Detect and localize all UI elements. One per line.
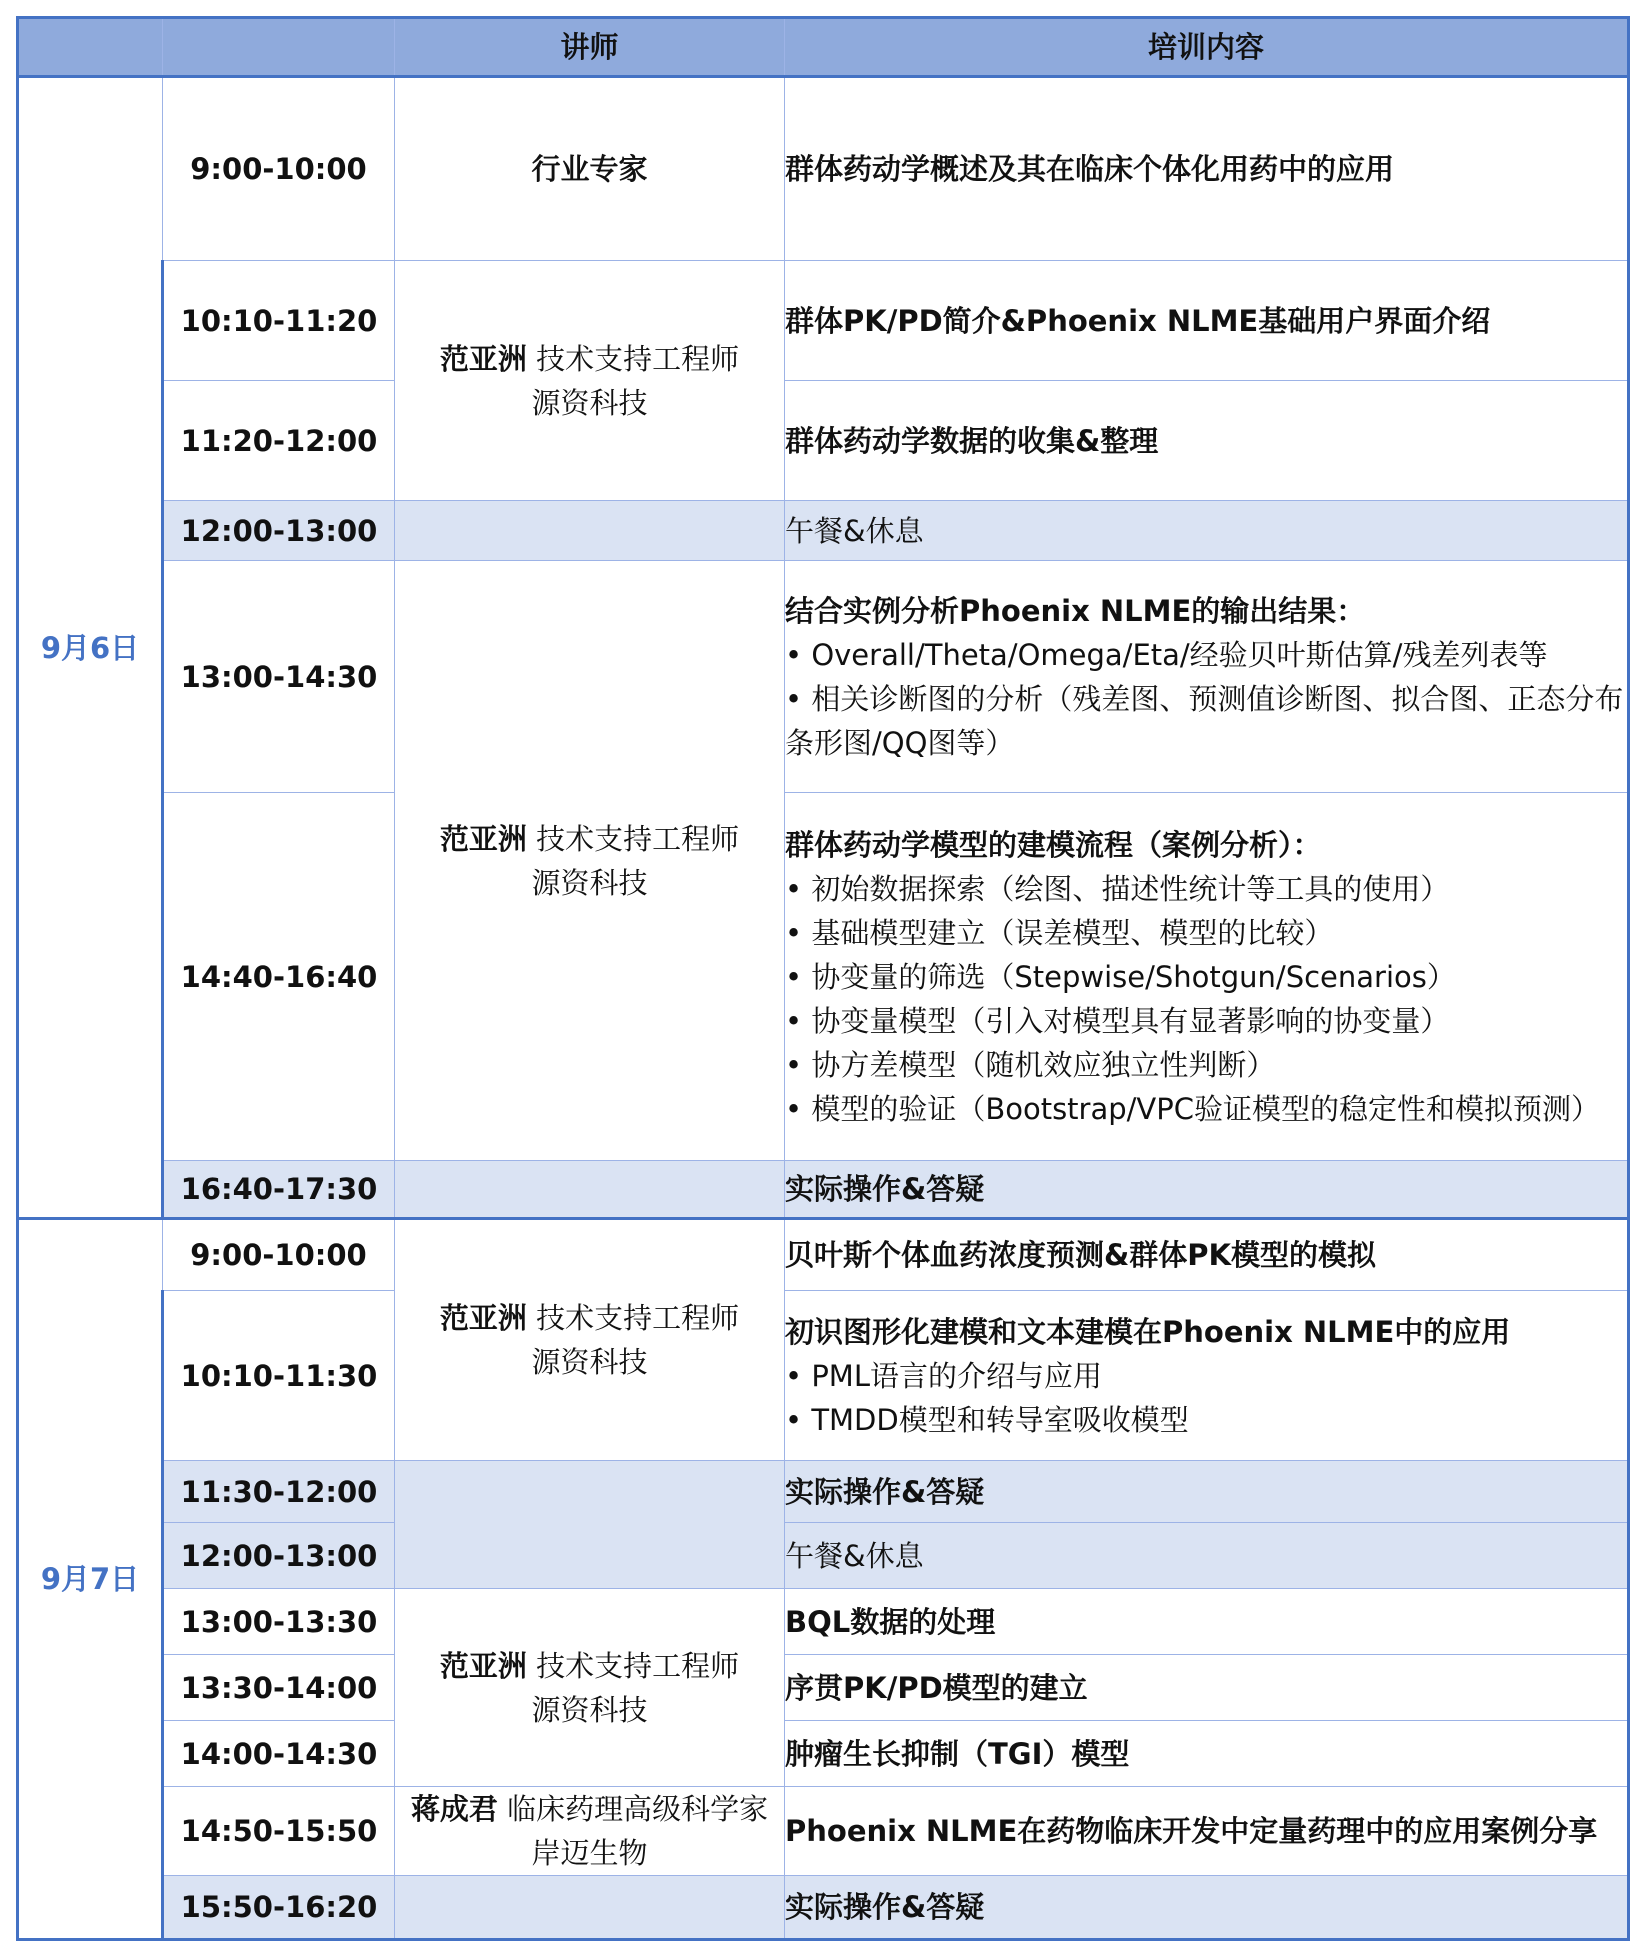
time-slot: 10:10-11:30 (163, 1291, 395, 1461)
session-title: 群体PK/PD简介&Phoenix NLME基础用户界面介绍 (785, 261, 1629, 381)
table-row (18, 1876, 1629, 1940)
session-item: • PML语言的介绍与应用 (785, 1358, 1102, 1393)
session-title: 结合实例分析Phoenix NLME的输出结果： (785, 593, 1366, 628)
speaker-title: 技术支持工程师 (536, 341, 740, 376)
speaker-org: 源资科技 (531, 865, 648, 900)
table-row (18, 1461, 1629, 1523)
speaker-name: 范亚洲 (439, 821, 527, 856)
speaker-cell (395, 1589, 785, 1787)
table-row (18, 793, 1629, 1161)
training-schedule-table (16, 16, 1630, 1941)
speaker-cell (395, 1461, 785, 1589)
table-row (18, 1291, 1629, 1461)
speaker-cell (395, 501, 785, 561)
session-title: 群体药动学模型的建模流程（案例分析）： (785, 827, 1322, 862)
session-item: • 协变量模型（引入对模型具有显著影响的协变量） (785, 1003, 1450, 1038)
speaker-org: 源资科技 (531, 385, 648, 420)
table-row (18, 1161, 1629, 1219)
time-slot: 15:50-16:20 (163, 1876, 395, 1940)
header-day (18, 18, 163, 77)
table-row (18, 381, 1629, 501)
speaker-cell (395, 1787, 785, 1876)
table-row (18, 1655, 1629, 1721)
speaker-cell (395, 561, 785, 1161)
time-slot: 14:00-14:30 (163, 1721, 395, 1787)
session-cell (785, 793, 1629, 1161)
table-row (18, 561, 1629, 793)
session-cell (785, 561, 1629, 793)
speaker-cell (395, 1219, 785, 1461)
session-item: • 基础模型建立（误差模型、模型的比较） (785, 915, 1334, 950)
speaker-title: 技术支持工程师 (536, 1648, 740, 1683)
session-cell (785, 1291, 1629, 1461)
table-row (18, 1589, 1629, 1655)
time-slot: 9:00-10:00 (163, 77, 395, 261)
time-slot: 10:10-11:20 (163, 261, 395, 381)
session-title: 实际操作&答疑 (785, 1461, 1629, 1523)
table-row (18, 1523, 1629, 1589)
session-title: 初识图形化建模和文本建模在Phoenix NLME中的应用 (785, 1314, 1511, 1349)
table-row (18, 261, 1629, 381)
table-row (18, 501, 1629, 561)
session-item: • Overall/Theta/Omega/Eta/经验贝叶斯估算/残差列表等 (785, 637, 1548, 672)
table-row (18, 1219, 1629, 1291)
time-slot: 11:20-12:00 (163, 381, 395, 501)
time-slot: 11:30-12:00 (163, 1461, 395, 1523)
session-title: BQL数据的处理 (785, 1589, 1629, 1655)
speaker-name: 范亚洲 (439, 1648, 527, 1683)
time-slot: 12:00-13:00 (163, 1523, 395, 1589)
header-speaker: 讲师 (395, 18, 785, 77)
time-slot: 13:00-14:30 (163, 561, 395, 793)
speaker-org: 源资科技 (531, 1692, 648, 1727)
session-title: 实际操作&答疑 (785, 1876, 1629, 1940)
time-slot: 12:00-13:00 (163, 501, 395, 561)
session-title: 群体药动学概述及其在临床个体化用药中的应用 (785, 77, 1629, 261)
speaker-cell (395, 77, 785, 261)
session-title: 序贯PK/PD模型的建立 (785, 1655, 1629, 1721)
session-item: • 初始数据探索（绘图、描述性统计等工具的使用） (785, 871, 1450, 906)
table-row (18, 1721, 1629, 1787)
session-item: • 相关诊断图的分析（残差图、预测值诊断图、拟合图、正态分布条形图/QQ图等） (785, 681, 1624, 760)
session-title: Phoenix NLME在药物临床开发中定量药理中的应用案例分享 (785, 1787, 1629, 1876)
session-item: • TMDD模型和转导室吸收模型 (785, 1402, 1189, 1437)
speaker-title: 技术支持工程师 (536, 1301, 740, 1335)
session-title: 群体药动学数据的收集&整理 (785, 381, 1629, 501)
header-content: 培训内容 (785, 18, 1629, 77)
speaker-name: 范亚洲 (439, 1301, 527, 1335)
header-time (163, 18, 395, 77)
table-row (18, 1787, 1629, 1876)
session-title: 肿瘤生长抑制（TGI）模型 (785, 1721, 1629, 1787)
time-slot: 9:00-10:00 (163, 1219, 395, 1291)
speaker-name: 行业专家 (531, 152, 648, 186)
speaker-title: 临床药理高级科学家 (507, 1792, 769, 1826)
session-title: 实际操作&答疑 (785, 1161, 1629, 1219)
speaker-cell (395, 1876, 785, 1940)
header-row (18, 18, 1629, 77)
table-row (18, 77, 1629, 261)
speaker-title: 技术支持工程师 (536, 821, 740, 856)
speaker-name: 蒋成君 (410, 1792, 498, 1826)
session-title: 贝叶斯个体血药浓度预测&群体PK模型的模拟 (785, 1219, 1629, 1291)
time-slot: 14:40-16:40 (163, 793, 395, 1161)
session-title: 午餐&休息 (785, 1523, 1629, 1589)
time-slot: 14:50-15:50 (163, 1787, 395, 1876)
session-title: 午餐&休息 (785, 501, 1629, 561)
session-item: • 协变量的筛选（Stepwise/Shotgun/Scenarios） (785, 959, 1456, 994)
day-label: 9月7日 (18, 1219, 163, 1940)
speaker-cell (395, 1161, 785, 1219)
speaker-org: 源资科技 (531, 1345, 648, 1379)
speaker-name: 范亚洲 (439, 341, 527, 376)
session-item: • 协方差模型（随机效应独立性判断） (785, 1047, 1276, 1082)
day-label: 9月6日 (18, 77, 163, 1219)
session-item: • 模型的验证（Bootstrap/VPC验证模型的稳定性和模拟预测） (785, 1091, 1601, 1126)
speaker-cell (395, 261, 785, 501)
time-slot: 13:30-14:00 (163, 1655, 395, 1721)
speaker-org: 岸迈生物 (531, 1836, 648, 1870)
time-slot: 16:40-17:30 (163, 1161, 395, 1219)
time-slot: 13:00-13:30 (163, 1589, 395, 1655)
